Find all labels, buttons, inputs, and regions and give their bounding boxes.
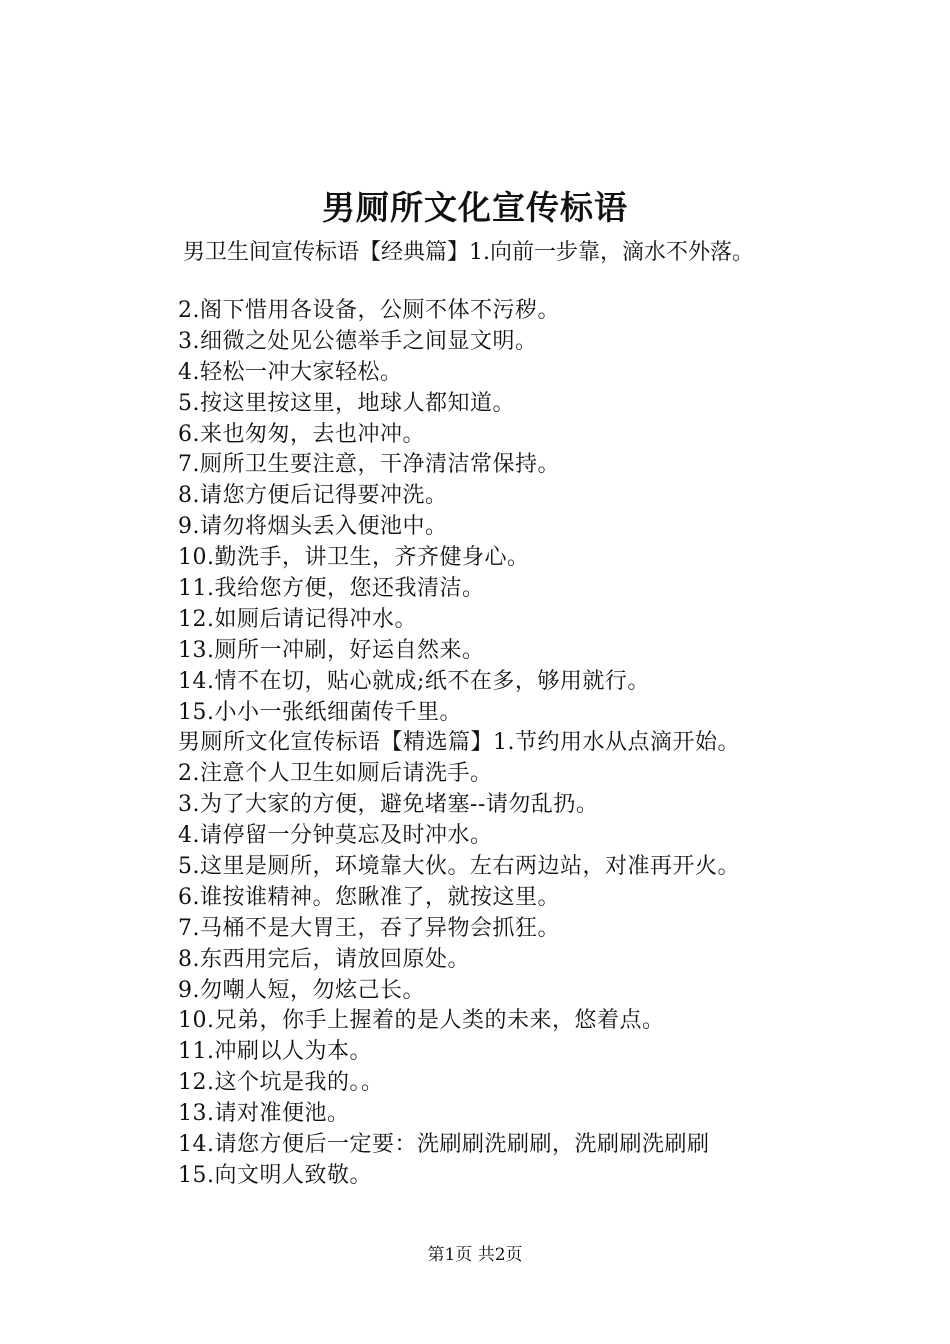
slogan-line: 11.冲刷以人为本。 bbox=[178, 1039, 372, 1065]
slogan-line: 8.东西用完后，请放回原处。 bbox=[178, 946, 470, 972]
slogan-line: 10.勤洗手，讲卫生，齐齐健身心。 bbox=[178, 545, 530, 571]
slogan-line: 9.勿嘲人短，勿炫己长。 bbox=[178, 977, 425, 1003]
slogan-line: 4.轻松一冲大家轻松。 bbox=[178, 359, 403, 385]
section-heading-line: 男厕所文化宣传标语【精选篇】1.节约用水从点滴开始。 bbox=[178, 730, 740, 756]
slogan-line: 6.谁按谁精神。您瞅准了，就按这里。 bbox=[178, 884, 560, 910]
intro-line: 男卫生间宣传标语【经典篇】1.向前一步靠，滴水不外落。 bbox=[183, 240, 754, 265]
slogan-line: 13.请对准便池。 bbox=[178, 1101, 350, 1127]
slogan-line: 8.请您方便后记得要冲洗。 bbox=[178, 483, 448, 509]
slogan-line: 2.注意个人卫生如厕后请洗手。 bbox=[178, 761, 493, 787]
slogan-line: 9.请勿将烟头丢入便池中。 bbox=[178, 514, 448, 540]
slogan-line: 14.情不在切，贴心就成;纸不在多，够用就行。 bbox=[178, 668, 650, 694]
slogan-line: 3.为了大家的方便，避免堵塞--请勿乱扔。 bbox=[178, 792, 599, 818]
slogan-line: 12.如厕后请记得冲水。 bbox=[178, 606, 417, 632]
slogan-line: 12.这个坑是我的。。 bbox=[178, 1070, 384, 1096]
slogan-line: 13.厕所一冲刷，好运自然来。 bbox=[178, 637, 485, 663]
slogan-line: 7.厕所卫生要注意，干净清洁常保持。 bbox=[178, 452, 560, 478]
slogan-line: 14.请您方便后一定要：洗刷刷洗刷刷，洗刷刷洗刷刷 bbox=[178, 1132, 710, 1158]
slogan-line: 4.请停留一分钟莫忘及时冲水。 bbox=[178, 823, 493, 849]
slogan-line: 2.阁下惜用各设备，公厕不体不污秽。 bbox=[178, 298, 560, 323]
slogan-line: 5.按这里按这里，地球人都知道。 bbox=[178, 390, 515, 416]
slogan-line: 7.马桶不是大胃王，吞了异物会抓狂。 bbox=[178, 915, 560, 941]
slogan-line: 15.向文明人致敬。 bbox=[178, 1162, 372, 1188]
slogan-line: 11.我给您方便，您还我清洁。 bbox=[178, 576, 485, 602]
document-title: 男厕所文化宣传标语 bbox=[322, 188, 628, 227]
page-footer: 第1页 共2页 bbox=[427, 1245, 523, 1265]
slogan-line: 3.细微之处见公德举手之间显文明。 bbox=[178, 328, 538, 354]
slogan-list bbox=[178, 296, 938, 1192]
slogan-line: 6.来也匆匆，去也冲冲。 bbox=[178, 421, 425, 447]
slogan-line: 10.兄弟，你手上握着的是人类的未来，悠着点。 bbox=[178, 1008, 665, 1034]
slogan-line: 15.小小一张纸细菌传千里。 bbox=[178, 699, 462, 725]
slogan-line: 5.这里是厕所，环境靠大伙。左右两边站，对准再开火。 bbox=[178, 854, 740, 880]
